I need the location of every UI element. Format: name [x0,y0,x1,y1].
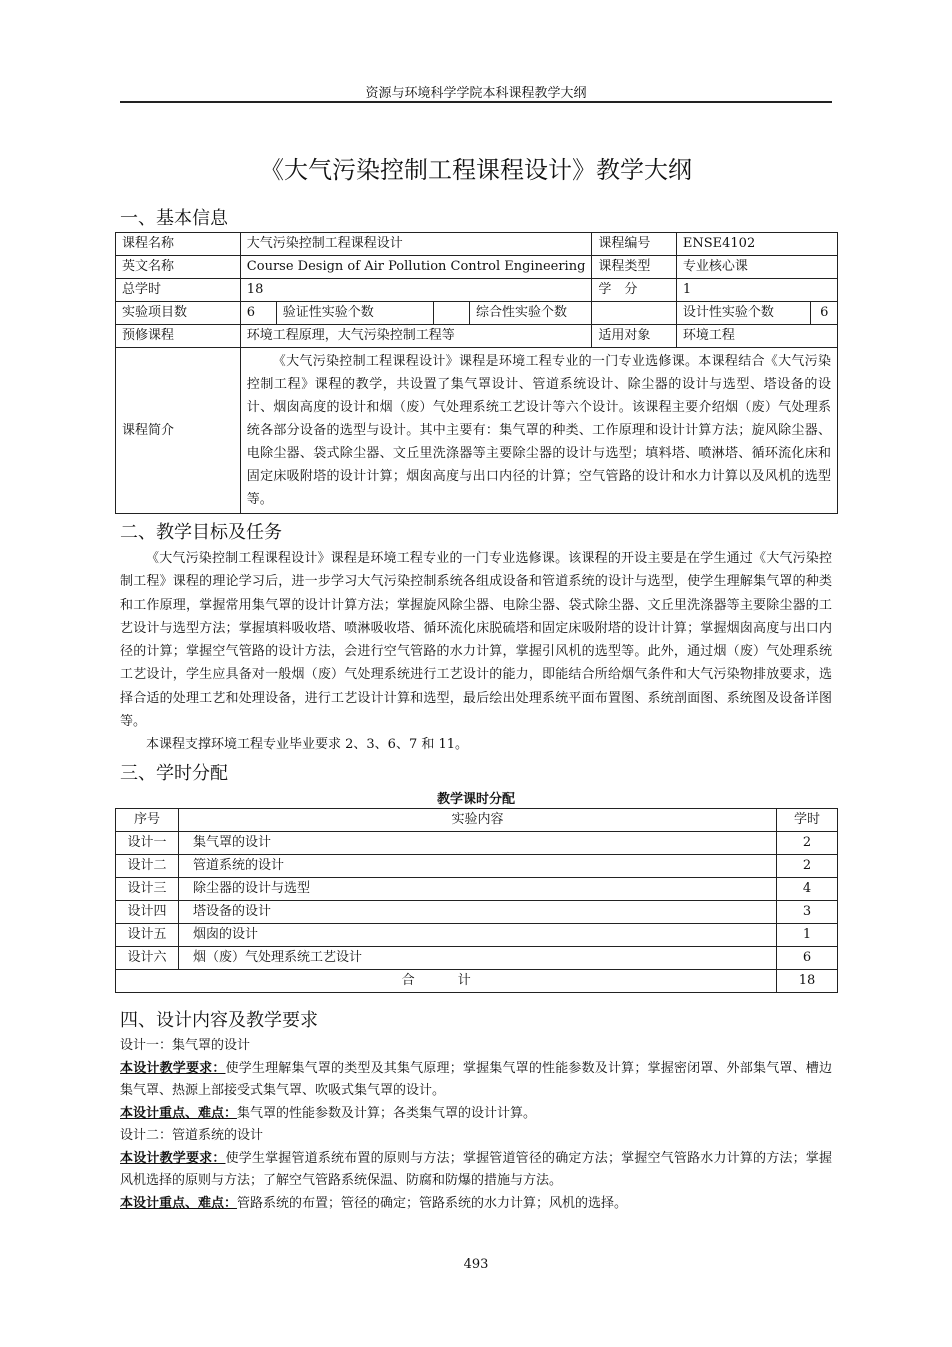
section-heading-objectives: 二、教学目标及任务 [120,522,282,543]
design-1-key-points [120,1103,832,1126]
design-label: 设计性实验个数 [676,302,811,325]
table-row [116,947,838,970]
table-row [116,832,838,855]
row-hours: 1 [777,924,838,947]
verify-value [434,302,470,325]
design-1-requirements [120,1058,832,1103]
row-seq: 设计六 [116,947,179,970]
intro-text: 《大气污染控制工程课程设计》课程是环境工程专业的一门专业选修课。本课程结合《大气污染控制工程》课程的教学，共设置了集气罩设计、管道系统设计、除尘器的设计与选型、塔设备的设计、烟囱高度的设计和烟（废）气处理系统工艺设计等六个设计。该课程主要介绍烟（废）气处理系统各部分设备的选型与设计。其中主要有：集气罩的种类、工作原理和设计计算方法；旋风除尘器、电除尘器、袋式除尘器、文丘里洗涤器等主要除尘器的设计与选型；填料塔、喷淋塔、循环流化床和固定床吸附塔的设计计算；烟囱高度与出口内径的计算；空气管路的设计和水力计算以及风机的选型等。 [240,348,837,514]
audience-value: 环境工程 [676,325,837,348]
section-heading-basic-info: 一、基本信息 [120,208,228,229]
credits-value: 1 [676,279,837,302]
section-heading-design-content: 四、设计内容及教学要求 [120,1010,318,1031]
row-content: 集气罩的设计 [179,832,777,855]
credits-label: 学 分 [592,279,676,302]
prereq-value: 环境工程原理，大气污染控制工程等 [240,325,592,348]
course-type-value: 专业核心课 [676,256,837,279]
row-content: 烟囱的设计 [179,924,777,947]
verify-label: 验证性实验个数 [276,302,433,325]
document-title: 《大气污染控制工程课程设计》教学大纲 [260,156,692,184]
intro-label: 课程简介 [116,348,241,514]
audience-label: 适用对象 [592,325,676,348]
table-row [116,302,838,325]
course-code-label: 课程编号 [592,233,676,256]
col-hours-header: 学时 [777,809,838,832]
key-points-text: 集气罩的性能参数及计算；各类集气罩的设计计算。 [237,1105,537,1121]
row-hours: 2 [777,855,838,878]
page-number: 493 [463,1257,489,1272]
key-points-label: 本设计重点、难点： [120,1195,238,1211]
english-name-value: Course Design of Air Pollution Control Engineering [240,256,592,279]
design-content-body [120,1035,832,1215]
running-header: 资源与环境科学学院本科课程教学大纲 [365,86,587,101]
requirements-label: 本设计教学要求： [120,1060,226,1076]
row-seq: 设计五 [116,924,179,947]
row-hours: 6 [777,947,838,970]
row-content: 管道系统的设计 [179,855,777,878]
design-value: 6 [811,302,838,325]
table-row [116,325,838,348]
prereq-label: 预修课程 [116,325,241,348]
design-1-title: 设计一：集气罩的设计 [120,1038,251,1053]
comprehensive-value [592,302,676,325]
key-points-label: 本设计重点、难点： [120,1105,238,1121]
table-row [116,256,838,279]
row-content: 烟（废）气处理系统工艺设计 [179,947,777,970]
table-header-row [116,809,838,832]
table-row [116,878,838,901]
objectives-paragraph: 《大气污染控制工程课程设计》课程是环境工程专业的一门专业选修课。该课程的开设主要是在学生通过《大气污染控制工程》课程的理论学习后，进一步学习大气污染控制系统各组成设备和管道系统的设计与选型，使学生理解集气罩的种类和工作原理，掌握常用集气罩的设计计算方法；掌握旋风除尘器、电除尘器、袋式除尘器、文丘里洗涤器等主要除尘器的工艺设计与选型方法；掌握填料吸收塔、喷淋吸收塔、循环流化床脱硫塔和固定床吸附塔的设计计算；掌握烟囱高度与出口内径的计算；掌握空气管路的设计方法，会进行空气管路的水力计算，掌握引风机的选型等。此外，通过烟（废）气处理系统工艺设计，学生应具备对一般烟（废）气处理系统进行工艺设计的能力，即能结合所给烟气条件和大气污染物排放要求，选择合适的处理工艺和处理设备，进行工艺设计计算和选型，最后绘出处理系统平面布置图、系统剖面图、系统图及设备详图等。 [120,551,832,730]
design-2-key-points [120,1193,832,1216]
row-hours: 2 [777,832,838,855]
course-name-value: 大气污染控制工程课程设计 [240,233,592,256]
row-seq: 设计四 [116,901,179,924]
requirements-text: 使学生掌握管道系统布置的原则与方法；掌握管道管径的确定方法；掌握空气管路水力计算的方法；掌握风机选择的原则与方法；了解空气管路系统保温、防腐和防爆的措施与方法。 [120,1150,832,1188]
row-seq: 设计三 [116,878,179,901]
design-2-requirements [120,1148,832,1193]
row-hours: 4 [777,878,838,901]
hours-table [115,808,838,993]
course-name-label: 课程名称 [116,233,241,256]
col-content-header: 实验内容 [179,809,777,832]
row-hours: 3 [777,901,838,924]
header-rule [120,101,832,103]
table-row [116,233,838,256]
table-row [116,348,838,514]
section-heading-hours: 三、学时分配 [120,763,228,784]
row-content: 除尘器的设计与选型 [179,878,777,901]
table-row [116,924,838,947]
requirements-label: 本设计教学要求： [120,1150,226,1166]
row-seq: 设计一 [116,832,179,855]
course-type-label: 课程类型 [592,256,676,279]
col-seq-header: 序号 [116,809,179,832]
english-name-label: 英文名称 [116,256,241,279]
table-row [116,855,838,878]
design-2-title: 设计二：管道系统的设计 [120,1128,264,1143]
objectives-body [120,547,832,757]
table-row [116,901,838,924]
objectives-support-paragraph: 本课程支撑环境工程专业毕业要求 2、3、6、7 和 11。 [146,737,469,753]
total-hours-label: 总学时 [116,279,241,302]
hours-table-caption: 教学课时分配 [436,792,515,807]
key-points-text: 管路系统的布置；管径的确定；管路系统的水力计算；风机的选择。 [237,1195,628,1211]
comprehensive-label: 综合性实验个数 [470,302,592,325]
total-hours: 18 [777,970,838,993]
requirements-text: 使学生理解集气罩的类型及其集气原理；掌握集气罩的性能参数及计算；掌握密闭罩、外部集气罩、槽边集气罩、热源上部接受式集气罩、吹吸式集气罩的设计。 [120,1060,832,1098]
total-label: 合 计 [116,970,777,993]
table-row [116,279,838,302]
exp-count-value: 6 [240,302,276,325]
exp-count-label: 实验项目数 [116,302,241,325]
row-seq: 设计二 [116,855,179,878]
course-code-value: ENSE4102 [676,233,837,256]
table-total-row [116,970,838,993]
total-hours-value: 18 [240,279,592,302]
row-content: 塔设备的设计 [179,901,777,924]
basic-info-table [115,232,838,514]
